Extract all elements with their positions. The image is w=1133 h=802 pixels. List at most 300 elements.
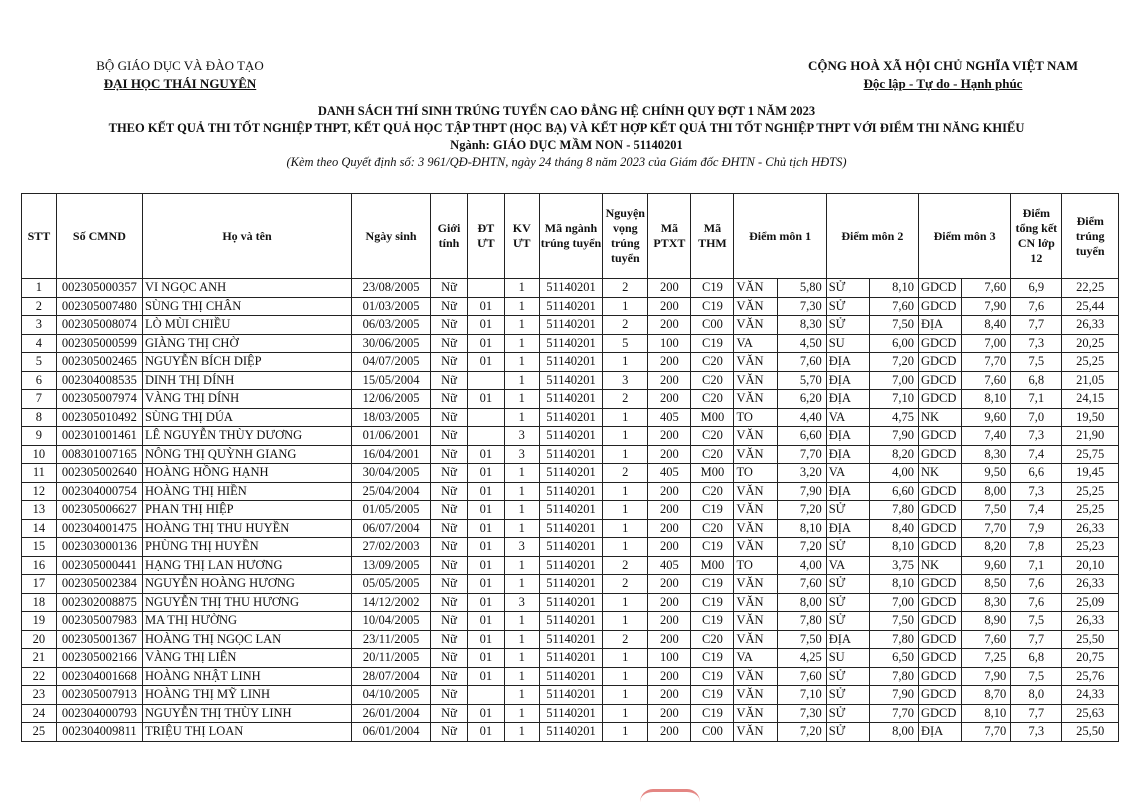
table-cell: VĂN	[734, 630, 777, 649]
table-cell: C19	[691, 649, 734, 668]
table-cell: TO	[734, 464, 777, 483]
table-cell: 9,60	[962, 556, 1011, 575]
table-cell: GDCD	[918, 445, 961, 464]
col-kv: KV ƯT	[504, 194, 539, 279]
table-row	[22, 445, 1119, 464]
table-cell: 7,9	[1011, 519, 1062, 538]
table-cell: 3	[504, 427, 539, 446]
table-cell: SU	[826, 649, 869, 668]
table-cell: 1	[603, 353, 648, 372]
table-cell: 002305002384	[56, 575, 142, 594]
table-cell: 16	[22, 556, 57, 575]
table-cell	[467, 686, 504, 705]
table-cell: Nữ	[431, 334, 468, 353]
table-cell: 26,33	[1062, 612, 1119, 631]
table-cell: ĐỊA	[826, 390, 869, 409]
table-cell: VĂN	[734, 667, 777, 686]
table-cell: HOÀNG THỊ MỸ LINH	[142, 686, 351, 705]
table-cell: 15	[22, 538, 57, 557]
table-cell: 7,60	[777, 575, 826, 594]
table-cell: SỬ	[826, 501, 869, 520]
table-cell: GDCD	[918, 371, 961, 390]
table-cell: NÔNG THỊ QUỲNH GIANG	[142, 445, 351, 464]
table-cell: 200	[648, 371, 691, 390]
table-cell: 1	[603, 445, 648, 464]
table-cell: 7,7	[1011, 704, 1062, 723]
table-cell: 7,6	[1011, 575, 1062, 594]
table-cell: 25/04/2004	[352, 482, 431, 501]
table-cell: 26,33	[1062, 575, 1119, 594]
table-cell: 51140201	[539, 353, 603, 372]
table-cell: SỬ	[826, 297, 869, 316]
table-cell: 23/11/2005	[352, 630, 431, 649]
col-name: Họ và tên	[142, 194, 351, 279]
table-row	[22, 575, 1119, 594]
table-cell: M00	[691, 464, 734, 483]
table-header-row	[22, 194, 1119, 279]
table-cell: HOÀNG NHẬT LINH	[142, 667, 351, 686]
col-cn: Điểm tổng kết CN lớp 12	[1011, 194, 1062, 279]
table-cell: 1	[504, 316, 539, 335]
table-cell: 200	[648, 501, 691, 520]
table-cell: 51140201	[539, 279, 603, 298]
national-motto: Độc lập - Tự do - Hạnh phúc	[863, 76, 1023, 91]
table-cell: 19	[22, 612, 57, 631]
table-cell: SÙNG THỊ CHÂN	[142, 297, 351, 316]
table-cell: 30/06/2005	[352, 334, 431, 353]
col-stt: STT	[22, 194, 57, 279]
table-cell: 23	[22, 686, 57, 705]
table-cell: GDCD	[918, 390, 961, 409]
table-cell: 1	[603, 501, 648, 520]
table-cell: 5,70	[777, 371, 826, 390]
table-cell: Nữ	[431, 297, 468, 316]
col-m1: Điểm môn 1	[734, 194, 826, 279]
table-cell: C20	[691, 427, 734, 446]
table-cell: 1	[504, 686, 539, 705]
ministry-name: BỘ GIÁO DỤC VÀ ĐÀO TẠO	[96, 58, 264, 73]
table-cell: SỬ	[826, 704, 869, 723]
table-cell: 7,5	[1011, 353, 1062, 372]
table-cell: Nữ	[431, 390, 468, 409]
table-cell: VĂN	[734, 482, 777, 501]
table-row	[22, 334, 1119, 353]
table-cell: 8,10	[869, 538, 918, 557]
table-row	[22, 279, 1119, 298]
table-cell: ĐỊA	[826, 371, 869, 390]
table-cell: Nữ	[431, 649, 468, 668]
table-cell: HOÀNG HỒNG HẠNH	[142, 464, 351, 483]
table-cell: 51140201	[539, 501, 603, 520]
col-m2: Điểm môn 2	[826, 194, 918, 279]
table-cell: NK	[918, 464, 961, 483]
table-cell: HOÀNG THỊ HIỀN	[142, 482, 351, 501]
table-cell: 25,09	[1062, 593, 1119, 612]
table-cell: 100	[648, 649, 691, 668]
table-cell: GDCD	[918, 686, 961, 705]
col-ptxt: Mã PTXT	[648, 194, 691, 279]
table-cell: 20,10	[1062, 556, 1119, 575]
table-cell: 51140201	[539, 704, 603, 723]
table-cell: 7,00	[869, 371, 918, 390]
table-cell: VÀNG THỊ DÍNH	[142, 390, 351, 409]
table-cell: 002305006627	[56, 501, 142, 520]
table-cell: 25,76	[1062, 667, 1119, 686]
table-cell: 200	[648, 612, 691, 631]
table-cell: 2	[603, 279, 648, 298]
table-cell: SỬ	[826, 667, 869, 686]
table-cell: 26/01/2004	[352, 704, 431, 723]
table-cell: 22	[22, 667, 57, 686]
table-cell: 002305008074	[56, 316, 142, 335]
table-cell	[467, 408, 504, 427]
table-cell: C19	[691, 501, 734, 520]
table-cell: 51140201	[539, 686, 603, 705]
table-cell: GDCD	[918, 704, 961, 723]
table-cell: C19	[691, 667, 734, 686]
table-cell: 002304009811	[56, 723, 142, 742]
table-cell: LÒ MÙI CHIỀU	[142, 316, 351, 335]
table-cell: 7	[22, 390, 57, 409]
table-cell: 25,25	[1062, 501, 1119, 520]
table-cell: 24,15	[1062, 390, 1119, 409]
table-cell: 01	[467, 667, 504, 686]
table-cell: 200	[648, 353, 691, 372]
table-cell: 1	[504, 519, 539, 538]
table-cell: 7,60	[962, 279, 1011, 298]
table-cell: 01	[467, 445, 504, 464]
table-cell: 6,50	[869, 649, 918, 668]
nation-name: CỘNG HOÀ XÃ HỘI CHỦ NGHĨA VIỆT NAM	[807, 58, 1079, 73]
table-cell: SỬ	[826, 575, 869, 594]
table-cell: 8,0	[1011, 686, 1062, 705]
table-cell: 1	[504, 501, 539, 520]
table-cell: 7,80	[869, 501, 918, 520]
table-cell: 20,25	[1062, 334, 1119, 353]
table-cell: 3	[504, 445, 539, 464]
table-cell: 002305002640	[56, 464, 142, 483]
table-cell: 5	[22, 353, 57, 372]
table-cell: 7,80	[869, 630, 918, 649]
table-cell: 7,50	[777, 630, 826, 649]
table-cell: C19	[691, 686, 734, 705]
table-cell: TO	[734, 408, 777, 427]
table-cell: 7,70	[869, 704, 918, 723]
table-cell: Nữ	[431, 464, 468, 483]
table-cell: 8,30	[777, 316, 826, 335]
table-cell: 8,00	[869, 723, 918, 742]
table-cell: GDCD	[918, 279, 961, 298]
table-cell: 1	[603, 593, 648, 612]
table-cell: 10/04/2005	[352, 612, 431, 631]
table-cell: 7,50	[869, 316, 918, 335]
table-cell: GDCD	[918, 538, 961, 557]
table-cell: 5,80	[777, 279, 826, 298]
table-cell: 7,60	[962, 371, 1011, 390]
table-cell: 7,30	[777, 297, 826, 316]
table-cell: 01	[467, 612, 504, 631]
table-cell: 21,90	[1062, 427, 1119, 446]
table-cell: 100	[648, 334, 691, 353]
table-cell: 51140201	[539, 538, 603, 557]
table-cell: 7,60	[962, 630, 1011, 649]
table-cell: 7,70	[962, 353, 1011, 372]
table-row	[22, 649, 1119, 668]
table-cell: 2	[603, 630, 648, 649]
table-cell: Nữ	[431, 538, 468, 557]
table-cell: 51140201	[539, 297, 603, 316]
table-cell: 13/09/2005	[352, 556, 431, 575]
table-cell: Nữ	[431, 408, 468, 427]
table-cell: 200	[648, 686, 691, 705]
table-cell: 1	[603, 519, 648, 538]
table-cell: 002305007974	[56, 390, 142, 409]
table-cell: Nữ	[431, 427, 468, 446]
table-cell: 7,90	[962, 297, 1011, 316]
table-cell: 7,70	[777, 445, 826, 464]
table-cell: 7,7	[1011, 316, 1062, 335]
title-line-2: THEO KẾT QUẢ THI TỐT NGHIỆP THPT, KẾT QUẢ HỌC TẬP THPT (HỌC BẠ) VÀ KẾT HỢP KẾT QUẢ THI TỐT NGHIỆP THPT VỚI ĐIỂM THI NĂNG KHIẾU	[108, 121, 1025, 135]
table-cell: 01	[467, 482, 504, 501]
table-cell: VĂN	[734, 538, 777, 557]
table-cell: C20	[691, 390, 734, 409]
table-cell: 002305001367	[56, 630, 142, 649]
table-cell: 5	[603, 334, 648, 353]
table-cell: 01	[467, 390, 504, 409]
table-cell: 1	[603, 408, 648, 427]
col-thm: Mã THM	[691, 194, 734, 279]
table-cell: SỬ	[826, 316, 869, 335]
table-cell: 200	[648, 630, 691, 649]
table-row	[22, 371, 1119, 390]
table-cell: 7,70	[962, 723, 1011, 742]
table-cell: 25,75	[1062, 445, 1119, 464]
table-cell: TRIỆU THỊ LOAN	[142, 723, 351, 742]
table-cell: C19	[691, 612, 734, 631]
table-cell: ĐỊA	[918, 723, 961, 742]
table-cell: 002305007480	[56, 297, 142, 316]
red-seal-mark	[640, 789, 700, 802]
table-cell: ĐỊA	[826, 519, 869, 538]
table-cell: 25,25	[1062, 482, 1119, 501]
table-cell: 01	[467, 575, 504, 594]
table-cell: 30/04/2005	[352, 464, 431, 483]
table-cell: 002305000599	[56, 334, 142, 353]
col-nv: Nguyện vọng trúng tuyển	[603, 194, 648, 279]
table-cell: 13	[22, 501, 57, 520]
table-cell: 9	[22, 427, 57, 446]
table-cell: 7,4	[1011, 445, 1062, 464]
table-cell: C19	[691, 593, 734, 612]
table-cell: C20	[691, 371, 734, 390]
table-cell: 200	[648, 279, 691, 298]
col-cmnd: Số CMND	[56, 194, 142, 279]
table-cell: 1	[504, 353, 539, 372]
table-cell: 3	[504, 538, 539, 557]
table-cell: 200	[648, 593, 691, 612]
table-cell: 8,10	[869, 575, 918, 594]
table-cell: C19	[691, 334, 734, 353]
table-cell: GDCD	[918, 482, 961, 501]
table-cell: NK	[918, 408, 961, 427]
table-cell: 01	[467, 501, 504, 520]
table-cell: 7,60	[869, 297, 918, 316]
national-header	[793, 57, 1093, 93]
table-cell: NK	[918, 556, 961, 575]
table-cell: SỬ	[826, 279, 869, 298]
table-cell: 200	[648, 519, 691, 538]
table-cell: 1	[504, 723, 539, 742]
table-cell: 1	[504, 575, 539, 594]
table-cell: SỬ	[826, 538, 869, 557]
table-cell: 1	[603, 612, 648, 631]
table-cell: 2	[603, 464, 648, 483]
table-cell: Nữ	[431, 279, 468, 298]
table-cell: 7,90	[962, 667, 1011, 686]
table-cell: SỬ	[826, 686, 869, 705]
table-row	[22, 593, 1119, 612]
table-cell: 1	[603, 482, 648, 501]
table-row	[22, 667, 1119, 686]
table-cell: 51140201	[539, 649, 603, 668]
table-cell: 14/12/2002	[352, 593, 431, 612]
table-cell: VĂN	[734, 723, 777, 742]
table-cell: M00	[691, 408, 734, 427]
table-cell: 51140201	[539, 593, 603, 612]
table-cell: GDCD	[918, 427, 961, 446]
table-row	[22, 686, 1119, 705]
table-cell: 6,8	[1011, 371, 1062, 390]
table-cell: 7,20	[869, 353, 918, 372]
table-cell: 04/07/2005	[352, 353, 431, 372]
table-cell: C20	[691, 445, 734, 464]
table-cell: 3,75	[869, 556, 918, 575]
table-cell: 9,60	[962, 408, 1011, 427]
table-row	[22, 612, 1119, 631]
table-cell: VĂN	[734, 427, 777, 446]
table-cell: 6,00	[869, 334, 918, 353]
table-cell: 2	[603, 316, 648, 335]
table-cell: 1	[504, 371, 539, 390]
table-cell: C19	[691, 538, 734, 557]
table-cell: GDCD	[918, 612, 961, 631]
table-cell: 51140201	[539, 445, 603, 464]
table-cell: 8,90	[962, 612, 1011, 631]
table-cell: 25,25	[1062, 353, 1119, 372]
table-cell: 1	[504, 297, 539, 316]
table-cell: ĐỊA	[826, 445, 869, 464]
table-cell: C20	[691, 519, 734, 538]
table-cell: 7,5	[1011, 667, 1062, 686]
table-cell: 8,30	[962, 593, 1011, 612]
table-cell: 6,9	[1011, 279, 1062, 298]
table-cell: 04/10/2005	[352, 686, 431, 705]
table-cell: VA	[826, 556, 869, 575]
table-cell: Nữ	[431, 445, 468, 464]
table-cell: 1	[504, 279, 539, 298]
table-cell: 51140201	[539, 612, 603, 631]
table-cell: 002304001475	[56, 519, 142, 538]
table-cell: VĂN	[734, 501, 777, 520]
table-cell: 01	[467, 630, 504, 649]
table-cell: C20	[691, 630, 734, 649]
table-cell: VĂN	[734, 279, 777, 298]
table-cell: 01/05/2005	[352, 501, 431, 520]
table-cell: 51140201	[539, 390, 603, 409]
table-cell: 7,6	[1011, 297, 1062, 316]
col-gender: Giới tính	[431, 194, 468, 279]
col-major: Mã ngành trúng tuyển	[539, 194, 603, 279]
table-cell	[467, 279, 504, 298]
table-cell: 7,20	[777, 538, 826, 557]
table-cell: 002305010492	[56, 408, 142, 427]
table-cell: Nữ	[431, 353, 468, 372]
table-cell: 51140201	[539, 482, 603, 501]
table-cell: 51140201	[539, 575, 603, 594]
table-cell: 7,25	[962, 649, 1011, 668]
table-cell: ĐỊA	[826, 353, 869, 372]
table-cell: 25,44	[1062, 297, 1119, 316]
table-cell: 23/08/2005	[352, 279, 431, 298]
table-cell: 7,8	[1011, 538, 1062, 557]
table-cell: 7,20	[777, 723, 826, 742]
table-cell: 200	[648, 704, 691, 723]
table-cell: 27/02/2003	[352, 538, 431, 557]
table-cell: 405	[648, 408, 691, 427]
table-cell: SỬ	[826, 612, 869, 631]
table-cell: 8,10	[962, 704, 1011, 723]
table-cell: 01	[467, 297, 504, 316]
col-total: Điểm trúng tuyển	[1062, 194, 1119, 279]
table-cell: 7,3	[1011, 334, 1062, 353]
table-cell: PHAN THỊ HIỆP	[142, 501, 351, 520]
table-cell: VĂN	[734, 390, 777, 409]
table-cell: 10	[22, 445, 57, 464]
table-cell: 7,90	[777, 482, 826, 501]
table-cell: SÙNG THỊ DÚA	[142, 408, 351, 427]
table-cell: 1	[504, 390, 539, 409]
table-row	[22, 316, 1119, 335]
table-cell: 24	[22, 704, 57, 723]
table-cell: 17	[22, 575, 57, 594]
table-cell: 1	[603, 723, 648, 742]
table-cell: C00	[691, 316, 734, 335]
table-cell: ĐỊA	[826, 630, 869, 649]
table-cell: 01	[467, 353, 504, 372]
table-row	[22, 723, 1119, 742]
table-cell: TO	[734, 556, 777, 575]
table-cell: VĂN	[734, 297, 777, 316]
table-cell: GDCD	[918, 630, 961, 649]
table-cell: 6,20	[777, 390, 826, 409]
table-cell: HOÀNG THỊ NGỌC LAN	[142, 630, 351, 649]
table-cell	[467, 427, 504, 446]
table-cell: ĐỊA	[826, 427, 869, 446]
table-cell: 1	[603, 667, 648, 686]
table-cell: 405	[648, 464, 691, 483]
table-cell: 200	[648, 297, 691, 316]
table-cell: 7,50	[869, 612, 918, 631]
issuer-block	[70, 57, 290, 93]
table-cell: HOÀNG THỊ THU HUYỀN	[142, 519, 351, 538]
table-cell: 3	[603, 371, 648, 390]
table-row	[22, 297, 1119, 316]
table-cell: 7,80	[777, 612, 826, 631]
table-cell: VĂN	[734, 371, 777, 390]
table-cell: 8,40	[869, 519, 918, 538]
table-cell: 01	[467, 334, 504, 353]
table-cell: 200	[648, 316, 691, 335]
